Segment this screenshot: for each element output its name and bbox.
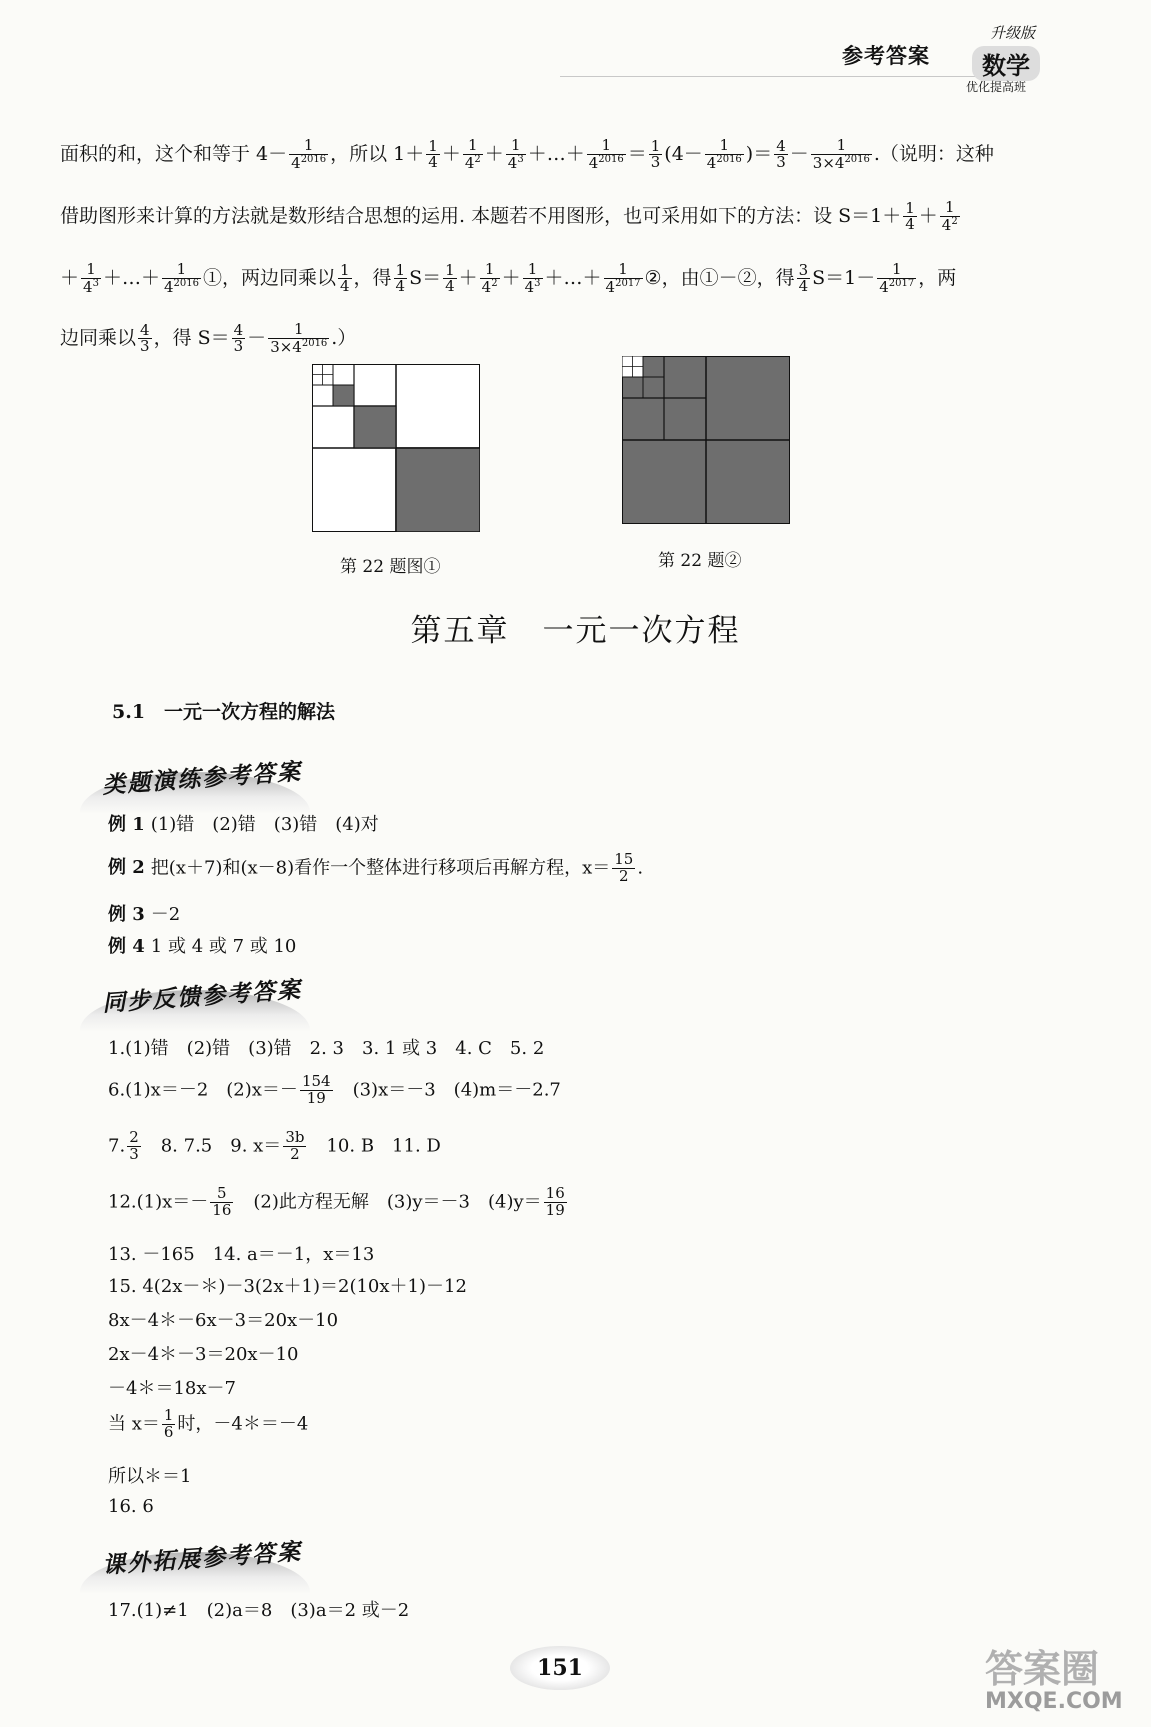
example-1: 例 1 (1)错 (2)错 (3)错 (4)对 xyxy=(108,814,379,835)
banner-text: 同步反馈参考答案 xyxy=(101,976,303,1017)
fraction: $\frac{1}{4^{2016}}$ xyxy=(588,136,624,172)
fraction: $\frac{1}{4^3}$ xyxy=(507,136,524,172)
fraction: $\frac{1}{4}$ xyxy=(428,136,438,172)
answer-12: 12.(1)x＝－ $\frac{5}{16}$ (2)此方程无解 (3)y＝－3 (4)y＝ $\frac{16}{19}$ xyxy=(108,1184,565,1219)
answer-15-line-6: 所以＊＝1 xyxy=(108,1466,192,1487)
fraction: $\frac{1}{4}$ xyxy=(905,198,915,234)
fraction: $\frac{3b}{2}$ xyxy=(285,1128,305,1163)
fraction: $\frac{1}{4^2}$ xyxy=(481,260,498,296)
answer-7-11: 7. $\frac{2}{3}$ 8. 7.5 9. x＝ $\frac{3b}{2}$ 10. B 11. D xyxy=(108,1128,441,1163)
fraction: $\frac{2}{3}$ xyxy=(129,1128,139,1163)
banner-practice xyxy=(80,760,320,812)
text: 面积的和，这个和等于 4－ xyxy=(60,142,288,165)
answer-1-5: 1.(1)错 (2)错 (3)错 2. 3 3. 1 或 3 4. C 5. 2 xyxy=(108,1038,545,1059)
watermark-url: MXQE.COM xyxy=(985,1689,1123,1714)
answer-15-line-2: 8x－4＊－6x－3＝20x－10 xyxy=(108,1310,339,1331)
watermark-text: 答案圈 xyxy=(985,1647,1100,1691)
fraction: $\frac{1}{6}$ xyxy=(163,1406,174,1441)
logo-main-text: 数学 xyxy=(972,46,1040,81)
banner-feedback xyxy=(80,978,320,1030)
fraction: $\frac{1}{4^{2016}}$ xyxy=(163,260,199,296)
banner-extension xyxy=(80,1540,320,1592)
fraction: $\frac{4}{3}$ xyxy=(140,320,150,356)
fraction: $\frac{4}{3}$ xyxy=(233,320,244,356)
answer-15-line-1: 15. 4(2x－＊)－3(2x＋1)＝2(10x＋1)－12 xyxy=(108,1276,467,1297)
banner-text: 课外拓展参考答案 xyxy=(101,1538,303,1579)
fraction: $\frac{5}{16}$ xyxy=(212,1184,232,1219)
fraction: $\frac{1}{3\times 4^{2016}}$ xyxy=(270,320,328,356)
fraction: $\frac{4}{3}$ xyxy=(776,136,786,172)
header-title: 参考答案 xyxy=(842,43,930,68)
fraction: $\frac{1}{4^2}$ xyxy=(464,136,481,172)
example-3: 例 3 －2 xyxy=(108,904,181,925)
fraction: $\frac{15}{2}$ xyxy=(614,850,634,885)
fraction: $\frac{1}{3}$ xyxy=(650,136,661,172)
answer-6: 6.(1)x＝－2 (2)x＝－ $\frac{154}{19}$ (3)x＝－3 (4)m＝－2.7 xyxy=(108,1072,561,1107)
fraction: $\frac{1}{4}$ xyxy=(339,260,350,296)
fraction: $\frac{1}{4^{2017}}$ xyxy=(879,260,915,296)
fraction: $\frac{1}{4}$ xyxy=(445,260,455,296)
watermark xyxy=(985,1638,1123,1714)
section-title: 5.1 一元一次方程的解法 xyxy=(112,701,336,723)
fraction: $\frac{1}{4}$ xyxy=(395,260,406,296)
fraction: $\frac{16}{19}$ xyxy=(545,1184,565,1219)
fraction: $\frac{1}{4^3}$ xyxy=(83,260,99,296)
page-number: 151 xyxy=(510,1646,610,1690)
answer-16: 16. 6 xyxy=(108,1496,154,1517)
fraction: $\frac{1}{4^3}$ xyxy=(524,260,541,296)
logo-sub-text: 优化提高班 xyxy=(966,80,1027,94)
book-logo xyxy=(960,22,1070,94)
fraction: $\frac{1}{4^2}$ xyxy=(941,198,958,234)
answer-17: 17.(1)≠1 (2)a＝8 (3)a＝2 或－2 xyxy=(108,1600,410,1621)
intro-line-3: ＋ $\frac{1}{4^3}$ ＋…＋ $\frac{1}{4^{2016}}$ ①，两边同乘以 $\frac{1}{4}$ ，得 $\frac{1}{4}$ S＝ $\frac{1}{4}$ ＋ $\frac{1}{4^2}$ ＋ $\frac{1}{4^3}$ ＋…＋ $\frac{1}{4^{2017}}$ ②，由①－②，得 $\frac{3}{4}$ S＝1－ $\frac{1}{4^{2017}}$ ，两 xyxy=(60,260,957,296)
intro-line-2: 借助图形来计算的方法就是数形结合思想的运用. 本题若不用图形，也可采用如下的方法：设 S＝1＋ $\frac{1}{4}$ ＋ $\frac{1}{4^2}$ xyxy=(60,198,958,234)
text: 借助图形来计算的方法就是数形结合思想的运用. 本题若不用图形，也可采用如下的方法：设 S＝1＋ xyxy=(60,204,902,227)
figure-2-caption: 第 22 题② xyxy=(658,551,742,571)
header-rule xyxy=(560,76,990,77)
figure-1-caption: 第 22 题图① xyxy=(340,557,441,577)
answer-15-line-5: 当 x＝ $\frac{1}{6}$ 时，－4＊＝－4 xyxy=(108,1406,309,1441)
intro-line-4: 边同乘以 $\frac{4}{3}$ ，得 S＝ $\frac{4}{3}$ － $\frac{1}{3\times 4^{2016}}$ .） xyxy=(60,320,357,356)
answer-15-line-3: 2x－4＊－3＝20x－10 xyxy=(108,1344,299,1365)
answer-15-line-4: －4＊＝18x－7 xyxy=(108,1378,236,1399)
example-2: 例 2 把(x＋7)和(x－8)看作一个整体进行移项后再解方程，x＝ $\frac{15}{2}$ . xyxy=(108,850,644,885)
fraction: $\frac{1}{4^{2016}}$ xyxy=(291,136,327,172)
example-4: 例 4 1 或 4 或 7 或 10 xyxy=(108,936,297,957)
fraction: $\frac{1}{3\times 4^{2016}}$ xyxy=(812,136,870,172)
fraction: $\frac{1}{4^{2017}}$ xyxy=(605,260,641,296)
fraction: $\frac{3}{4}$ xyxy=(798,260,809,296)
chapter-title: 第五章 一元一次方程 xyxy=(410,613,741,649)
text: ，所以 1＋ xyxy=(330,142,425,165)
intro-line-1: 面积的和，这个和等于 4－ $\frac{1}{4^{2016}}$ ，所以 1＋ $\frac{1}{4}$ ＋ $\frac{1}{4^2}$ ＋ $\frac{1}{4^3}$ ＋…＋ $\frac{1}{4^{2016}}$ ＝ $\frac{1}{3}$ (4－ $\frac{1}{4^{2016}}$ )＝ $\frac{4}{3}$ － $\frac{1}{3\times 4^{2016}}$ .（说明：这种 xyxy=(60,136,994,172)
banner-text: 类题演练参考答案 xyxy=(101,758,303,799)
answer-13-14: 13. －165 14. a＝－1，x＝13 xyxy=(108,1244,375,1265)
logo-top-text: 升级版 xyxy=(990,24,1036,42)
fraction: $\frac{1}{4^{2016}}$ xyxy=(706,136,742,172)
figure-2-squares xyxy=(622,356,790,524)
fraction: $\frac{154}{19}$ xyxy=(301,1072,331,1107)
figure-1-squares xyxy=(312,364,480,532)
